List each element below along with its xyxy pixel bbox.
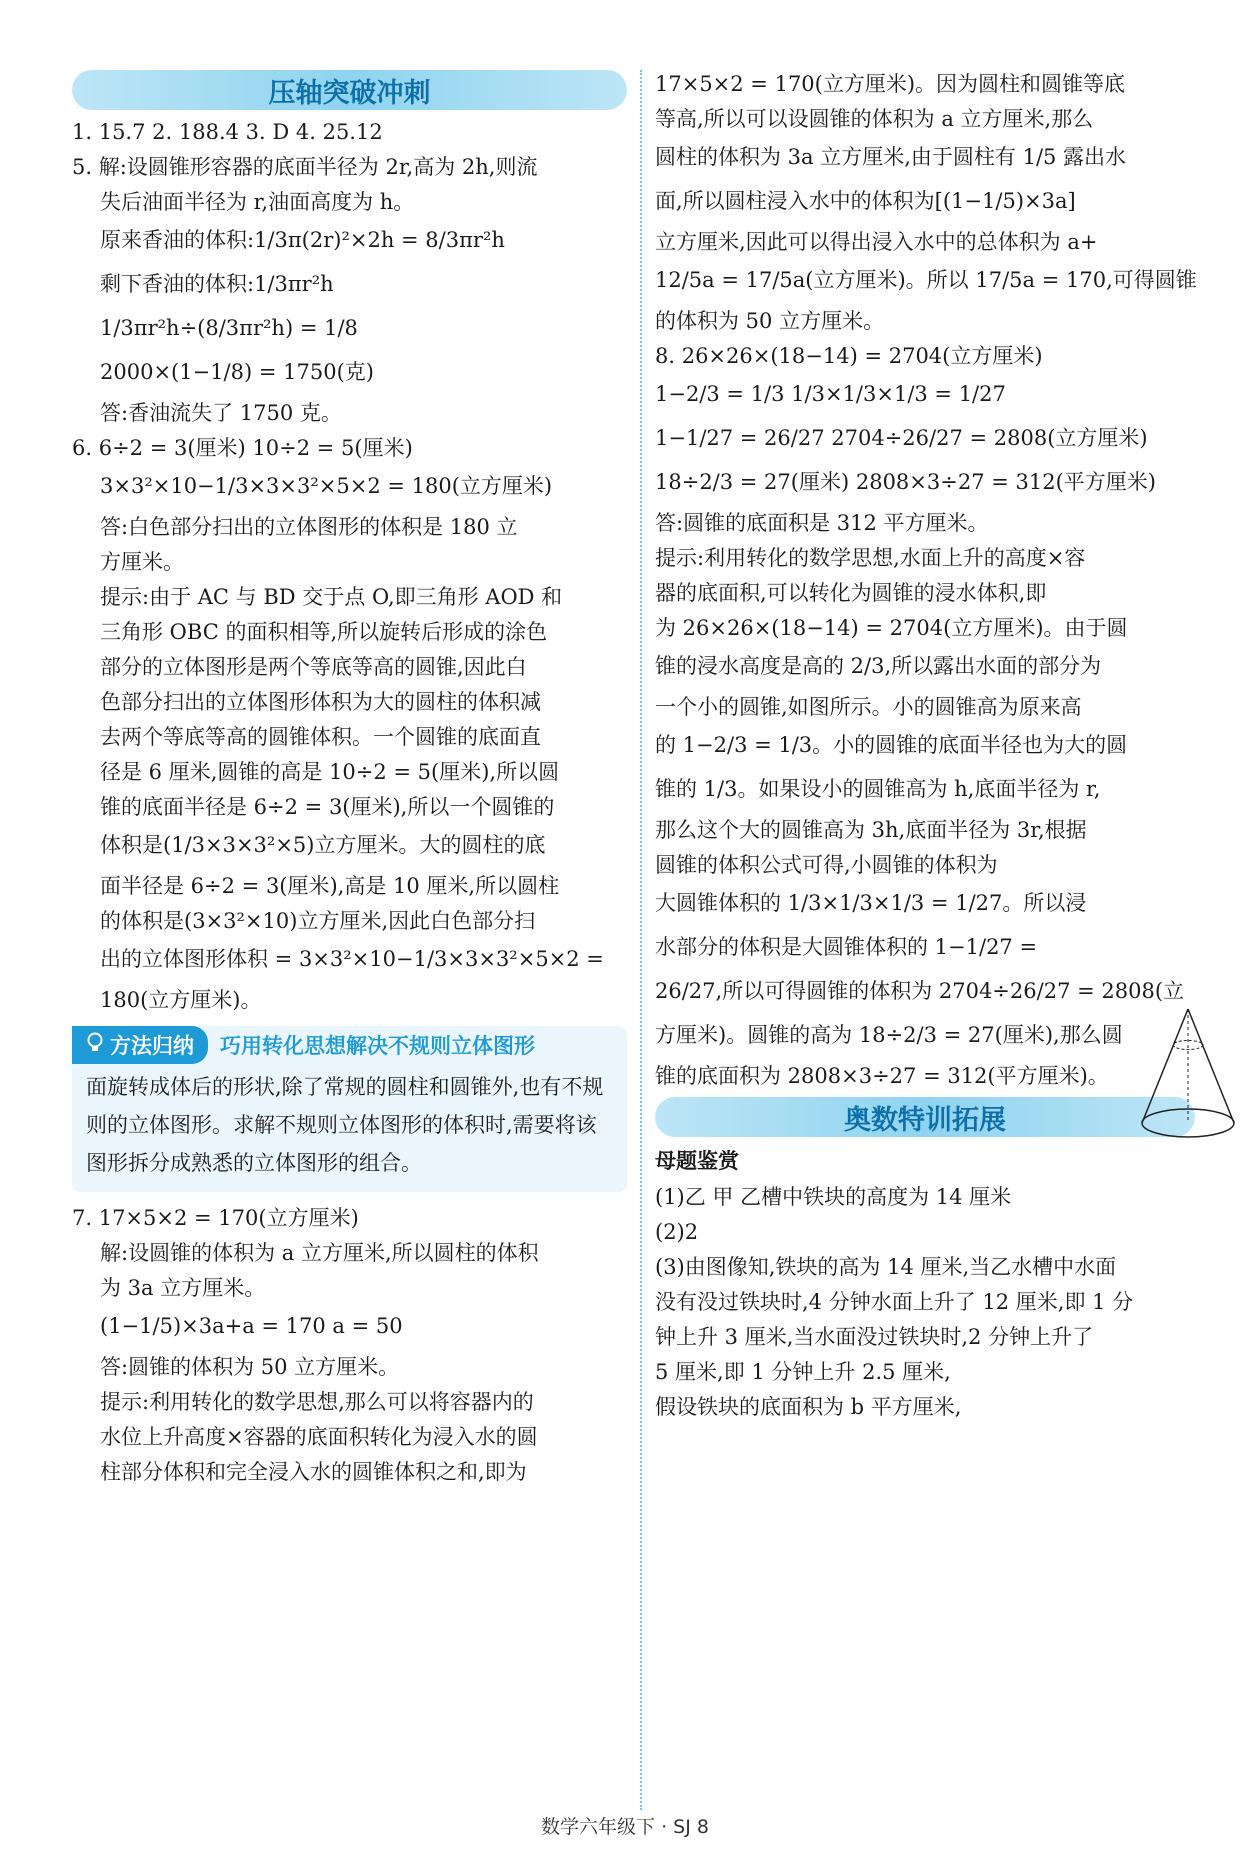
answer-line: (3)由图像知,铁块的高为 14 厘米,当乙水槽中水面 [655, 1255, 1117, 1279]
answer-line: 1−1/27 = 26/27 2704÷26/27 = 2808(立方厘米) [655, 426, 1148, 450]
answer-line: 原来香油的体积:1/3π(2r)²×2h = 8/3πr²h [100, 228, 505, 252]
answer-line: 1. 15.7 2. 188.4 3. D 4. 25.12 [72, 120, 383, 144]
answer-line: 出的立体图形体积 = 3×3²×10−1/3×3×3²×5×2 = [100, 947, 604, 971]
answer-line: 18÷2/3 = 27(厘米) 2808×3÷27 = 312(平方厘米) [655, 470, 1156, 494]
answer-line: 水部分的体积是大圆锥体积的 1−1/27 = [655, 935, 1038, 959]
section-banner-challenge: 压轴突破冲刺 [72, 70, 627, 110]
answer-line: 方厘米)。圆锥的高为 18÷2/3 = 27(厘米),那么圆 [655, 1023, 1123, 1047]
answer-line: 三角形 OBC 的面积相等,所以旋转后形成的涂色 [100, 620, 548, 644]
answer-line: 失后油面半径为 r,油面高度为 h。 [100, 190, 415, 214]
answer-line: 色部分扫出的立体图形体积为大的圆柱的体积减 [100, 690, 541, 714]
answer-line: 面,所以圆柱浸入水中的体积为[(1−1/5)×3a] [655, 189, 1076, 213]
answer-line: 1−2/3 = 1/3 1/3×1/3×1/3 = 1/27 [655, 382, 1006, 406]
answer-line: 5. 解:设圆锥形容器的底面半径为 2r,高为 2h,则流 [72, 155, 538, 179]
answer-line: 体积是(1/3×3×3²×5)立方厘米。大的圆柱的底 [100, 833, 546, 857]
section-banner-olympiad: 奥数特训拓展 [655, 1097, 1195, 1137]
answer-line: 的体积为 50 立方厘米。 [655, 309, 885, 333]
answer-line: 答:白色部分扫出的立体图形的体积是 180 立 [100, 515, 518, 539]
answer-line: 8. 26×26×(18−14) = 2704(立方厘米) [655, 344, 1043, 368]
left-answer-lines-2 [72, 1204, 627, 1486]
answer-line: 圆柱的体积为 3a 立方厘米,由于圆柱有 1/5 露出水 [655, 145, 1127, 169]
answer-line: 26/27,所以可得圆锥的体积为 2704÷26/27 = 2808(立 [655, 979, 1185, 1003]
answer-line: 2000×(1−1/8) = 1750(克) [100, 360, 374, 384]
answer-line: 等高,所以可以设圆锥的体积为 a 立方厘米,那么 [655, 107, 1094, 131]
method-body: 面旋转成体后的形状,除了常规的圆柱和圆锥外,也有不规则的立体图形。求解不规则立体图形的体积时,需要将该图形拆分成熟悉的立体图形的组合。 [86, 1075, 604, 1175]
answer-line: 立方厘米,因此可以得出浸入水中的总体积为 a+ [655, 230, 1098, 254]
answer-line: 部分的立体图形是两个等底等高的圆锥,因此白 [100, 655, 527, 679]
answer-line: 假设铁块的底面积为 b 平方厘米, [655, 1395, 962, 1419]
answer-line: (1)乙 甲 乙槽中铁块的高度为 14 厘米 [655, 1185, 1012, 1209]
column-divider [640, 70, 642, 1810]
answer-line: 17×5×2 = 170(立方厘米)。因为圆柱和圆锥等底 [655, 72, 1126, 96]
method-header [72, 1026, 627, 1064]
answer-line: 锥的底面积为 2808×3÷27 = 312(平方厘米)。 [655, 1064, 1109, 1088]
answer-line: 器的底面积,可以转化为圆锥的浸水体积,即 [655, 581, 1047, 605]
answer-line: 锥的 1/3。如果设小的圆锥高为 h,底面半径为 r, [655, 777, 1101, 801]
answer-line: 7. 17×5×2 = 170(立方厘米) [72, 1206, 359, 1230]
answer-line: 提示:利用转化的数学思想,那么可以将容器内的 [100, 1390, 534, 1414]
answer-line: 提示:由于 AC 与 BD 交于点 O,即三角形 AOD 和 [100, 585, 563, 609]
answer-line: 解:设圆锥的体积为 a 立方厘米,所以圆柱的体积 [100, 1241, 539, 1265]
answer-line: 12/5a = 17/5a(立方厘米)。所以 17/5a = 170,可得圆锥 [655, 268, 1197, 292]
page-footer: 数学六年级下 · SJ 8 [541, 1816, 709, 1838]
answer-line: 圆锥的体积公式可得,小圆锥的体积为 [655, 853, 998, 877]
answer-line: 剩下香油的体积:1/3πr²h [100, 272, 334, 296]
left-answer-lines [72, 118, 627, 1014]
answer-line: 柱部分体积和完全浸入水的圆锥体积之和,即为 [100, 1460, 527, 1484]
answer-line: 没有没过铁块时,4 分钟水面上升了 12 厘米,即 1 分 [655, 1290, 1134, 1314]
answer-line: 答:香油流失了 1750 克。 [100, 401, 342, 425]
left-column [72, 70, 627, 1493]
answer-line: 6. 6÷2 = 3(厘米) 10÷2 = 5(厘米) [72, 436, 413, 460]
answer-line: (1−1/5)×3a+a = 170 a = 50 [100, 1314, 403, 1338]
method-tag [72, 1026, 208, 1064]
answer-line: 水位上升高度×容器的底面积转化为浸入水的圆 [100, 1425, 538, 1449]
right-answer-lines [655, 70, 1195, 1090]
answer-line: 锥的底面半径是 6÷2 = 3(厘米),所以一个圆锥的 [100, 795, 555, 819]
answer-line: 提示:利用转化的数学思想,水面上升的高度×容 [655, 546, 1086, 570]
answer-line: 5 厘米,即 1 分钟上升 2.5 厘米, [655, 1360, 951, 1384]
cone-side-right [1188, 1009, 1234, 1123]
answer-line: 大圆锥体积的 1/3×1/3×1/3 = 1/27。所以浸 [655, 891, 1087, 915]
answer-line: 锥的浸水高度是高的 2/3,所以露出水面的部分为 [655, 654, 1102, 678]
method-summary-box [72, 1026, 627, 1192]
right-answer-lines-2 [655, 1183, 1195, 1421]
answer-line: 面半径是 6÷2 = 3(厘米),高是 10 厘米,所以圆柱 [100, 874, 560, 898]
subheading-mother-problem: 母题鉴赏 [655, 1149, 739, 1173]
right-column [655, 70, 1195, 1428]
answer-line: 3×3²×10−1/3×3×3²×5×2 = 180(立方厘米) [100, 474, 553, 498]
answer-line: 径是 6 厘米,圆锥的高是 10÷2 = 5(厘米),所以圆 [100, 760, 560, 784]
answer-line: 方厘米。 [100, 550, 184, 574]
answer-line: 为 26×26×(18−14) = 2704(立方厘米)。由于圆 [655, 616, 1128, 640]
answer-line: 的 1−2/3 = 1/3。小的圆锥的底面半径也为大的圆 [655, 733, 1128, 757]
answer-line: (2)2 [655, 1220, 699, 1244]
answer-line: 1/3πr²h÷(8/3πr²h) = 1/8 [100, 316, 358, 340]
answer-line: 的体积是(3×3²×10)立方厘米,因此白色部分扫 [100, 909, 536, 933]
lightbulb-icon [86, 1032, 104, 1059]
answer-line: 钟上升 3 厘米,当水面没过铁块时,2 分钟上升了 [655, 1325, 1094, 1349]
answer-line: 那么这个大的圆锥高为 3h,底面半径为 3r,根据 [655, 818, 1087, 842]
answer-line: 去两个等底等高的圆锥体积。一个圆锥的底面直 [100, 725, 541, 749]
method-title: 巧用转化思想解决不规则立体图形 [220, 1034, 535, 1058]
cone-diagram [1138, 1005, 1238, 1145]
cone-side-left [1142, 1009, 1188, 1123]
method-tag-label: 方法归纳 [110, 1034, 194, 1058]
answer-line: 180(立方厘米)。 [100, 988, 262, 1012]
answer-line: 一个小的圆锥,如图所示。小的圆锥高为原来高 [655, 695, 1082, 719]
answer-line: 答:圆锥的底面积是 312 平方厘米。 [655, 511, 989, 535]
answer-line: 为 3a 立方厘米。 [100, 1276, 266, 1300]
answer-line: 答:圆锥的体积为 50 立方厘米。 [100, 1355, 400, 1379]
